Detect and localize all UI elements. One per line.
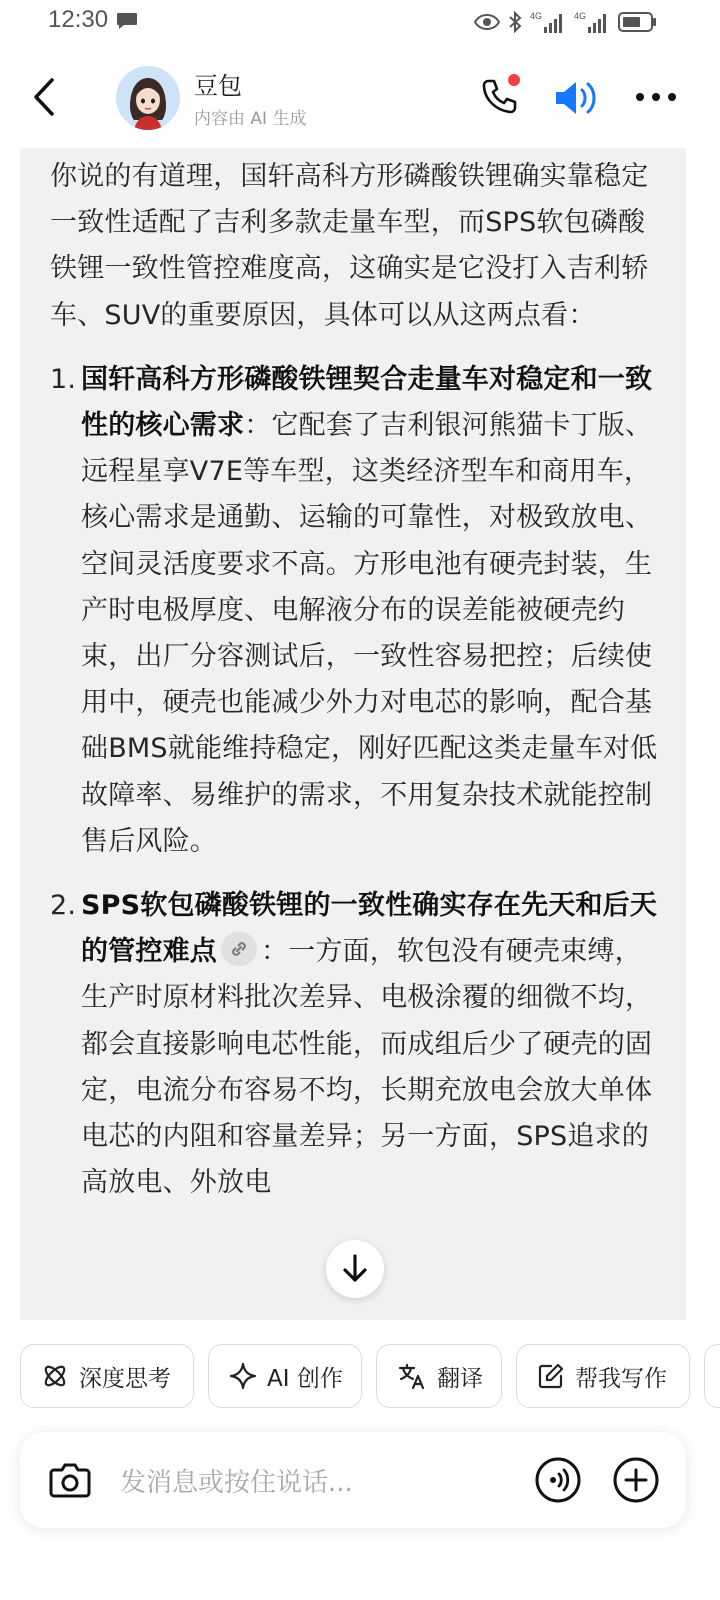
source-link-icon[interactable] [221, 932, 257, 966]
list-item-title: 国轩高科方形磷酸铁锂契合走量车对稳定和一致性的核心需求 [81, 363, 653, 442]
quick-actions [20, 1344, 720, 1408]
signal-4g-icon [574, 10, 610, 34]
avatar[interactable] [116, 66, 180, 130]
notification-dot [508, 74, 520, 86]
more-quick-action-button[interactable] [704, 1344, 720, 1408]
plus-icon[interactable] [612, 1456, 660, 1504]
bot-name: 豆包 [194, 72, 242, 100]
edit-icon [537, 1362, 565, 1390]
list-item-body: ：一方面，软包没有硬壳束缚，生产时原材料批次差异、电极涂覆的细微不均，都会直接影响电芯性能，而成组后少了硬壳的固定，电流分布容易不均，长期充放电会放大单体电芯的内阻和容量差异；另一方面，SPS追求的高放电、外放电 [81, 936, 653, 1199]
ai-create-label: AI 创作 [267, 1365, 343, 1392]
list-item [50, 883, 662, 1206]
chat-header [0, 58, 720, 140]
speaker-icon[interactable] [552, 78, 600, 118]
list-number: 2. [50, 890, 77, 922]
voice-call-icon[interactable] [534, 1456, 582, 1504]
message-input-bar [20, 1432, 686, 1528]
list-item-body: ：它配套了吉利银河熊猫卡丁版、远程星享V7E等车型，这类经济型车和商用车，核心需求是通勤、运输的可靠性，对极致放电、空间灵活度要求不高。方形电池有硬壳封装，生产时电极厚度、电解液分布的误差能被硬壳约束，出厂分容测试后，一致性容易把控；后续使用中，硬壳也能减少外力对电芯的影响，配合基础BMS就能维持稳定，刚好匹配这类走量车对低故障率、易维护的需求，不用复杂技术就能控制售后风险。 [81, 410, 658, 857]
battery-icon [618, 11, 658, 33]
ai-generated-note: 内容由 AI 生成 [194, 109, 307, 129]
scroll-down-button[interactable] [326, 1240, 384, 1298]
signal-4g-icon [530, 10, 566, 34]
deep-think-icon [41, 1362, 69, 1390]
more-dots-icon[interactable] [634, 80, 678, 114]
translate-button[interactable] [376, 1344, 502, 1408]
list-item [50, 357, 662, 865]
camera-icon[interactable] [48, 1458, 92, 1502]
sparkle-icon [229, 1362, 257, 1390]
translate-label: 翻译 [437, 1365, 483, 1392]
message-intro: 你说的有道理，国轩高科方形磷酸铁锂确实靠稳定一致性适配了吉利多款走量车型，而SPS软包磷酸铁锂一致性管控难度高，这确实是它没打入吉利轿车、SUV的重要原因，具体可以从这两点看： [50, 161, 649, 331]
bluetooth-icon [508, 11, 522, 33]
svg-text:4G: 4G [530, 11, 543, 21]
list-number: 1. [50, 363, 77, 395]
status-bar [0, 0, 720, 48]
deep-think-button[interactable] [20, 1344, 194, 1408]
help-write-button[interactable] [516, 1344, 690, 1408]
list-item-title: SPS软包磷酸铁锂的一致性确实存在先天和后天的管控难点 [81, 890, 658, 968]
help-write-label: 帮我写作 [575, 1365, 667, 1392]
deep-think-label: 深度思考 [79, 1365, 171, 1392]
translate-icon [397, 1362, 427, 1390]
chat-bubble-icon [116, 12, 138, 30]
svg-text:4G: 4G [574, 11, 587, 21]
arrow-down-icon [342, 1254, 368, 1284]
status-icons [474, 8, 658, 36]
back-arrow-icon[interactable] [26, 74, 66, 120]
message-input[interactable]: 发消息或按住说话... [120, 1468, 353, 1498]
status-time: 12:30 [48, 6, 109, 33]
ai-create-button[interactable] [208, 1344, 362, 1408]
message-content [50, 154, 662, 1224]
eye-icon [474, 13, 500, 31]
ai-message [20, 148, 686, 1320]
